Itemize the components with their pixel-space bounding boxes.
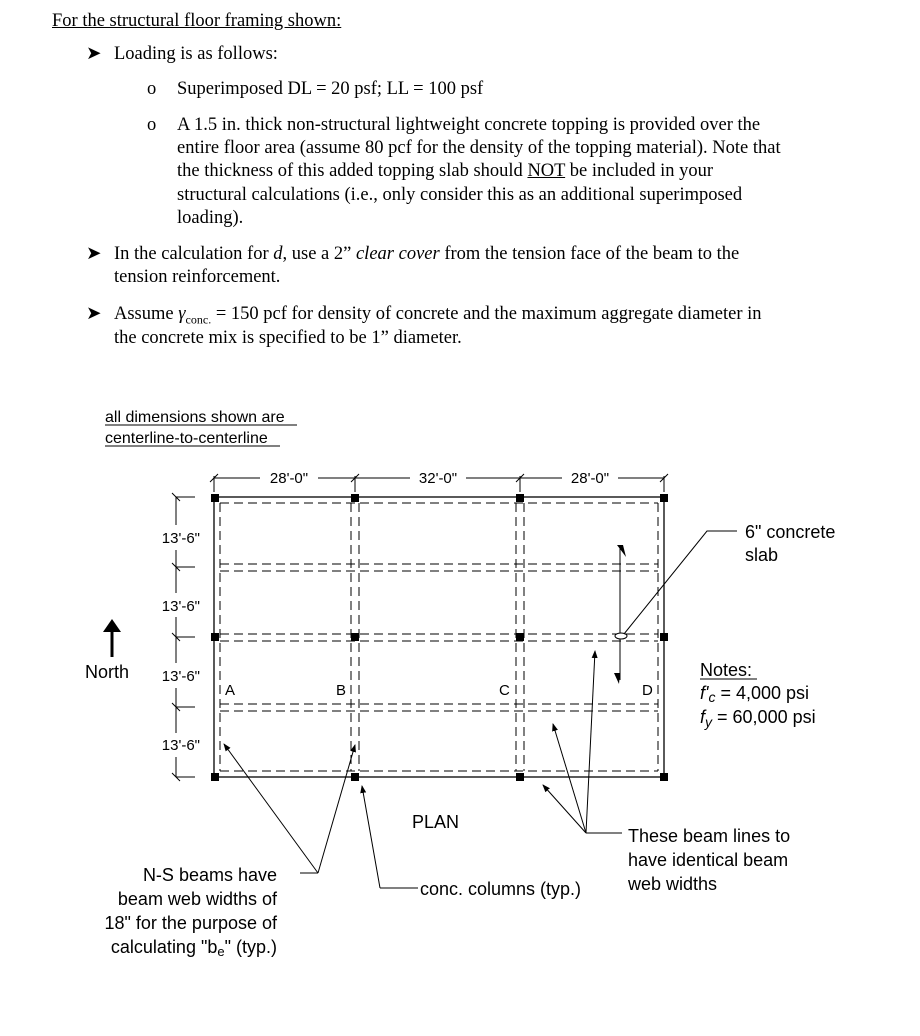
north-label: North bbox=[85, 662, 130, 682]
topping-line-3b: be included in your bbox=[565, 161, 714, 181]
ns-beams-note-3: 18" for the purpose of bbox=[104, 913, 277, 933]
note-fc: f'c = 4,000 psi bbox=[700, 683, 810, 705]
gamma-text-b: = 150 pcf for density of concrete and the maximum aggregate diameter in bbox=[211, 304, 762, 324]
beam-lines-note-2: have identical beam bbox=[628, 850, 789, 870]
grid-label-d: D bbox=[642, 682, 653, 699]
topping-line-1: A 1.5 in. thick non-structural lightweight concrete topping is provided over the bbox=[177, 115, 761, 135]
ns-beams-note-1: N-S beams have bbox=[142, 865, 277, 885]
cover-text-c: from the tension face of the beam to the bbox=[439, 244, 740, 264]
topping-line-3a: the thickness of this added topping slab should bbox=[177, 161, 528, 181]
section-cut-arrow bbox=[614, 545, 627, 684]
circle-bullet-icon: o bbox=[147, 115, 157, 135]
cover-d: d bbox=[273, 244, 283, 264]
columns-note: conc. columns (typ.) bbox=[420, 879, 582, 899]
beam-lines-note-3: web widths bbox=[628, 874, 718, 894]
grid-label-a: A bbox=[225, 682, 236, 699]
topping-not: NOT bbox=[527, 161, 566, 181]
span-y2: 13'-6" bbox=[161, 598, 200, 615]
cover-clear: clear cover bbox=[355, 244, 440, 264]
span-y3: 13'-6" bbox=[161, 668, 200, 685]
north-arrow-icon bbox=[103, 619, 121, 657]
grid-label-c: C bbox=[499, 682, 510, 699]
dim-note-1: all dimensions shown are bbox=[105, 409, 285, 426]
bullet-loading: Loading is as follows: bbox=[114, 44, 278, 64]
notes-title: Notes: bbox=[700, 660, 753, 680]
circle-bullet-icon: o bbox=[147, 79, 157, 99]
concrete-columns bbox=[211, 494, 668, 781]
beam-lines-note-1: These beam lines to bbox=[628, 826, 791, 846]
arrow-bullet-icon: ➤ bbox=[86, 304, 102, 324]
span-y1: 13'-6" bbox=[161, 530, 200, 547]
ns-beams-note-2: beam web widths of bbox=[117, 889, 277, 909]
cover-line-2: tension reinforcement. bbox=[114, 267, 281, 287]
span-bc: 32'-0" bbox=[418, 470, 458, 487]
span-y4: 13'-6" bbox=[161, 737, 200, 754]
gamma-sub: conc. bbox=[185, 312, 212, 327]
plan-title: PLAN bbox=[412, 812, 460, 832]
cover-text-b: , use a 2” bbox=[282, 244, 356, 264]
topping-line-2: entire floor area (assume 80 pcf for the density of the topping material). Note that bbox=[177, 138, 781, 158]
plan-framing bbox=[211, 494, 668, 781]
span-cd: 28'-0" bbox=[570, 470, 610, 487]
intro-heading: For the structural floor framing shown: bbox=[52, 11, 342, 31]
grid-label-b: B bbox=[336, 682, 347, 699]
slab-label-2: slab bbox=[745, 545, 779, 565]
topping-line-5: loading). bbox=[177, 208, 244, 228]
arrow-bullet-icon: ➤ bbox=[86, 244, 102, 264]
cover-text-a: In the calculation for bbox=[114, 244, 274, 264]
span-ab: 28'-0" bbox=[269, 470, 309, 487]
slab-label-1: 6" concrete bbox=[745, 522, 836, 542]
gamma-line-2: the concrete mix is specified to be 1” diameter. bbox=[114, 328, 462, 348]
gamma-text-a: Assume bbox=[114, 304, 179, 324]
dim-note-2: centerline-to-centerline bbox=[105, 430, 268, 447]
topping-line-4: structural calculations (i.e., only consider this as an additional superimposed bbox=[177, 185, 743, 205]
leader-lines bbox=[224, 651, 622, 888]
arrow-bullet-icon: ➤ bbox=[86, 44, 102, 64]
ns-beams-note-4: calculating "be" (typ.) bbox=[110, 937, 277, 959]
sub-bullet-loads: Superimposed DL = 20 psf; LL = 100 psf bbox=[177, 79, 484, 99]
note-fy: $f_y = 60,000$ psi bbox=[700, 707, 816, 730]
gamma-symbol: γ bbox=[178, 304, 186, 324]
